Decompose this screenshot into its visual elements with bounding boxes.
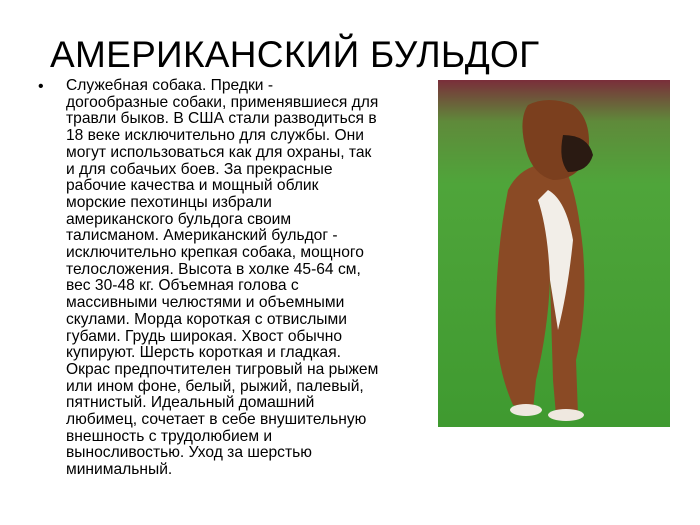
body-text-line: внешность с трудолюбием и [66, 427, 273, 445]
body-text-line: талисманом. Американский бульдог - [66, 227, 338, 245]
body-text-line: Служебная собака. Предки - [66, 77, 274, 94]
body-text-line: Окрас предпочтителен тигровый на рыжем [66, 360, 379, 378]
body-text [66, 78, 378, 479]
body-text-line: минимальный. [66, 461, 173, 479]
body-text-line: догообразные собаки, применявшиеся для [66, 93, 379, 111]
body-text-line: могут использоваться как для охраны, так [66, 143, 372, 161]
body-text-line: американского бульдога своим [66, 210, 292, 228]
body-text-line: исключительно крепкая собака, мощного [66, 244, 364, 262]
body-text-line: скулами. Морда короткая с отвислыми [66, 310, 347, 328]
body-text-line: вес 30-48 кг. Объемная голова с [66, 277, 299, 295]
body-text-line: губами. Грудь широкая. Хвост обычно [66, 327, 343, 345]
dog-photo [438, 80, 670, 427]
body-text-line: морские пехотинцы избрали [66, 193, 272, 211]
body-text-line: или ином фоне, белый, рыжий, палевый, [66, 377, 364, 395]
body-text-line: выносливостью. Уход за шерстью [66, 444, 312, 462]
bullet-marker: • [38, 78, 44, 95]
body-text-line: пятнистый. Идеальный домашний [66, 394, 315, 412]
body-text-line: любимец, сочетает в себе внушительную [66, 411, 367, 429]
body-text-line: купируют. Шерсть короткая и гладкая. [66, 344, 342, 362]
body-text-line: и для собачьих боев. За прекрасные [66, 160, 333, 178]
body-text-line: травли быков. В США стали разводиться в [66, 110, 377, 128]
body-text-line: массивными челюстями и объемными [66, 294, 345, 312]
body-text-line: телосложения. Высота в холке 45-64 см, [66, 260, 361, 278]
body-text-line: рабочие качества и мощный облик [66, 177, 319, 195]
body-text-line: 18 веке исключительно для службы. Они [66, 127, 364, 145]
slide-title: АМЕРИКАНСКИЙ БУЛЬДОГ [50, 34, 540, 75]
